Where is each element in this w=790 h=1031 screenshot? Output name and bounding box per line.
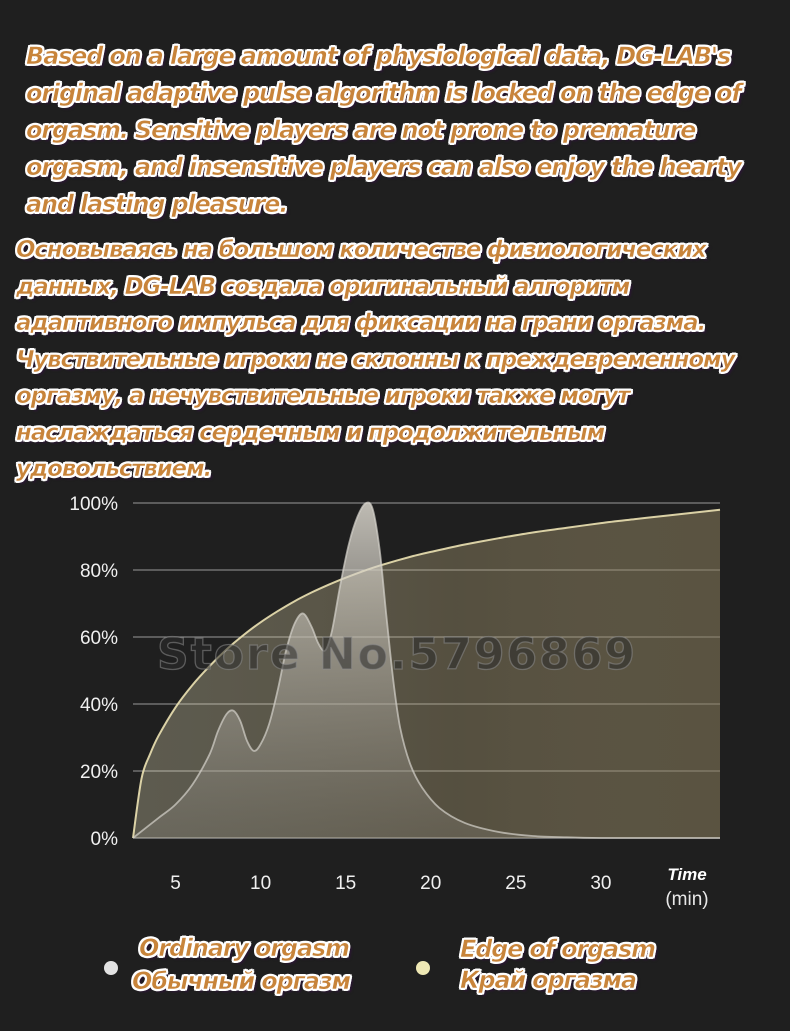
y-tick-label: 80%	[79, 561, 118, 582]
x-tick-label: 20	[420, 873, 442, 894]
intro-english: Based on a large amount of physiological data, DG-LAB's original adaptive pulse algorithm is locked on the edge of orgasm. Sensitive players are not prone to premature orgasm, and insensitive players can also enjoy the hearty and lasting pleasure.	[26, 42, 741, 218]
legend-dot-ordinary	[104, 961, 118, 975]
y-tick-label: 60%	[79, 628, 118, 649]
watermark-text: Store No.5796869	[157, 629, 637, 680]
legend-label-edge-en: Edge of orgasm	[460, 935, 655, 963]
y-tick-label: 20%	[79, 762, 118, 783]
y-tick-label: 40%	[79, 695, 118, 716]
x-tick-label: 15	[335, 873, 357, 894]
x-tick-label: 5	[170, 873, 181, 894]
legend-label-ordinary-en: Ordinary orgasm	[139, 934, 349, 962]
y-tick-label: 0%	[90, 829, 118, 850]
x-axis-unit: (min)	[665, 889, 709, 910]
intro-russian: Основываясь на большом количестве физиологических данных, DG-LAB создала оригинальный алгоритм адаптивного импульса для фиксации на грани оргазма. Чувствительные игроки не склонны к преждевременному оргазму, а нечувствительные игроки также могут наслаждаться сердечным и продолжительным удовольствием.	[16, 237, 735, 482]
legend-dot-edge	[416, 961, 430, 975]
legend-label-ordinary-ru: Обычный оргазм	[132, 967, 350, 995]
x-tick-label: 30	[590, 873, 612, 894]
y-tick-label: 100%	[69, 494, 118, 515]
x-tick-label: 25	[505, 873, 527, 894]
x-axis-title: Time	[667, 865, 707, 884]
legend-label-edge-ru: Край оргазма	[460, 966, 636, 994]
x-tick-label: 10	[250, 873, 272, 894]
